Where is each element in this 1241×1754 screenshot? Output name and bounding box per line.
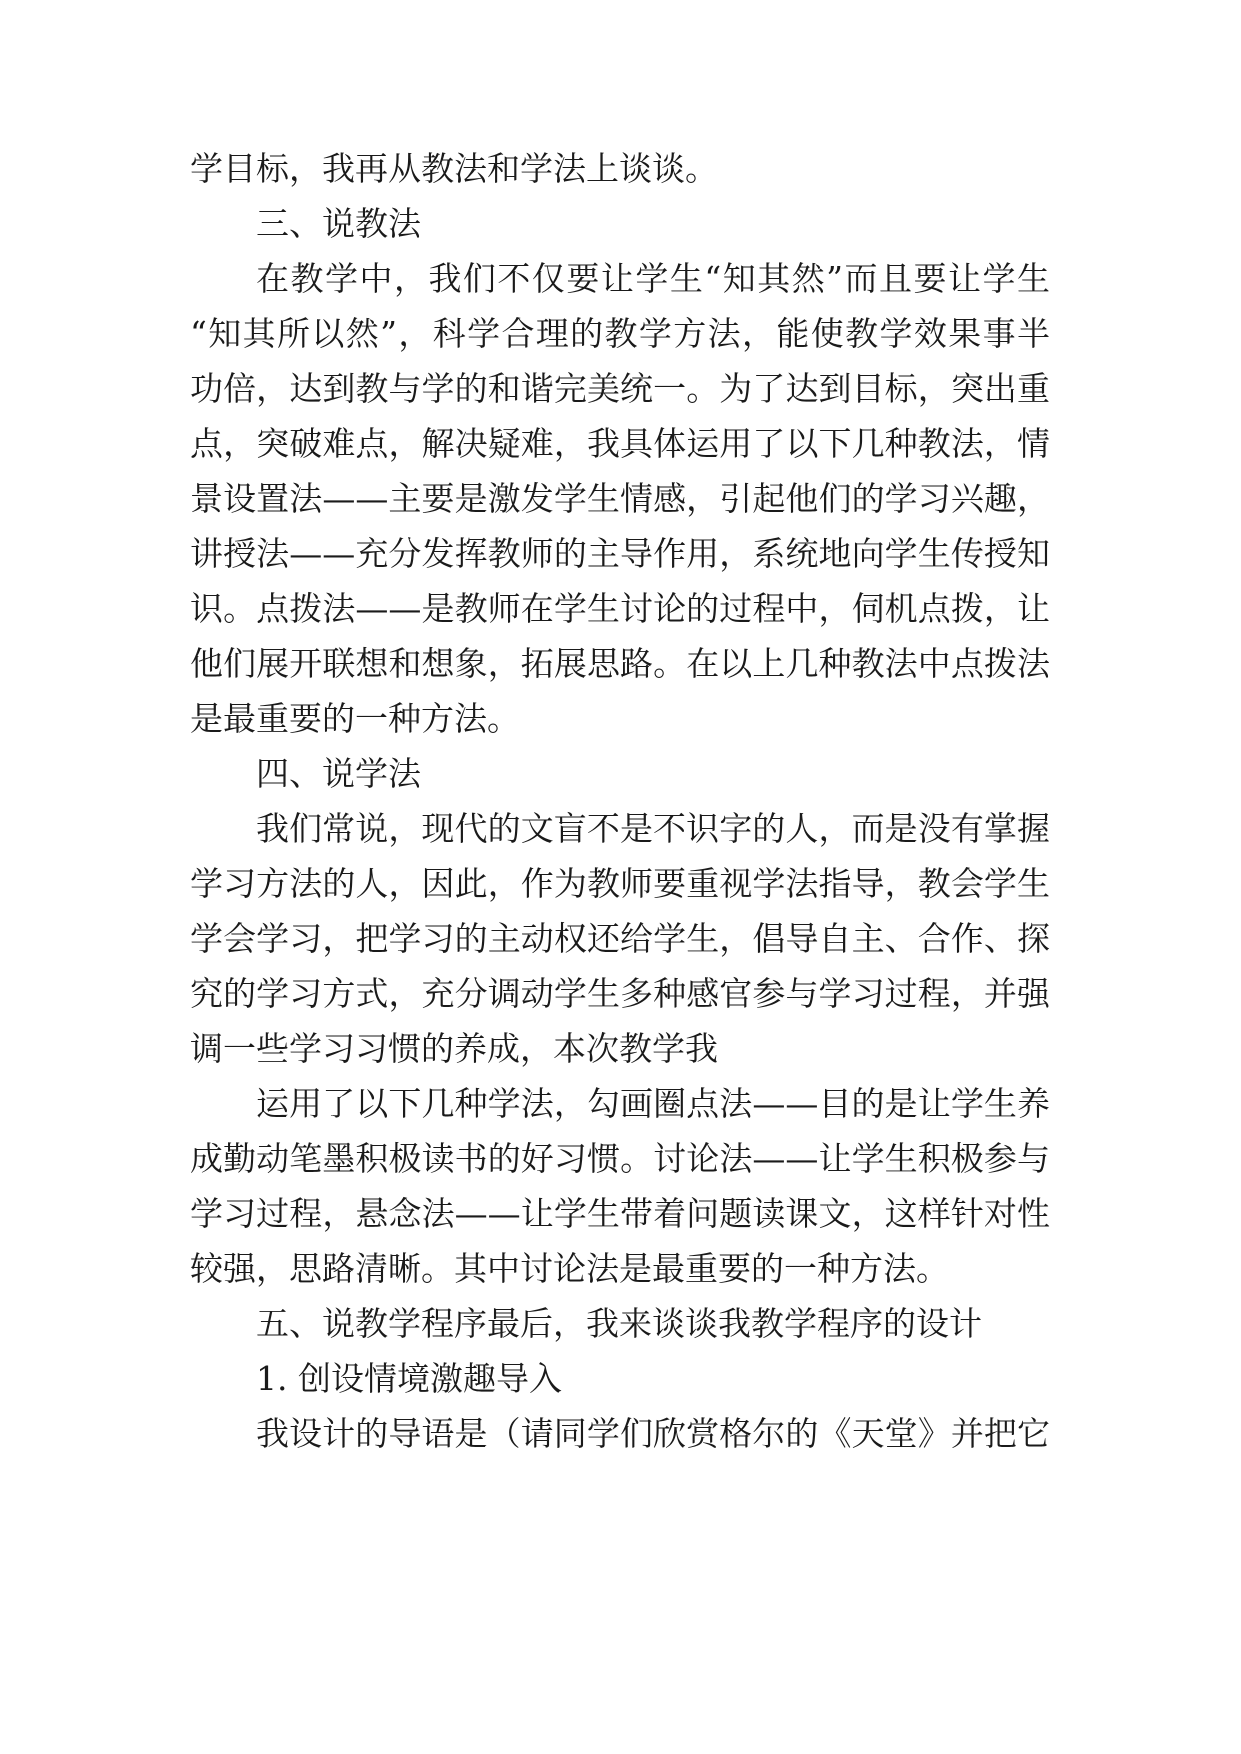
text-line: 他们展开联想和想象，拓展思路。在以上几种教法中点拨法: [190, 644, 1050, 683]
text-line: 较强，思路清晰。其中讨论法是最重要的一种方法。: [190, 1249, 949, 1288]
text-line: 运用了以下几种学法，勾画圈点法——目的是让学生养: [256, 1084, 1050, 1123]
text-line: 是最重要的一种方法。: [190, 699, 520, 738]
text-line: 我设计的导语是（请同学们欣赏格尔的《天堂》并把它: [256, 1414, 1050, 1453]
text-line: 学习方法的人，因此，作为教师要重视学法指导，教会学生: [190, 864, 1050, 903]
text-line: 究的学习方式，充分调动学生多种感官参与学习过程，并强: [190, 974, 1050, 1013]
text-line: 我们常说，现代的文盲不是不识字的人，而是没有掌握: [256, 809, 1050, 848]
text-line: 功倍，达到教与学的和谐完美统一。为了达到目标，突出重: [190, 369, 1050, 408]
subsection-heading: 1. 创设情境激趣导入: [256, 1359, 562, 1398]
section-heading: 三、说教法: [256, 204, 421, 243]
text-line: 调一些学习习惯的养成，本次教学我: [190, 1029, 718, 1068]
text-line: 景设置法——主要是激发学生情感，引起他们的学习兴趣，: [190, 479, 1050, 518]
text-line: 在教学中，我们不仅要让学生“知其然”而且要让学生: [256, 259, 1050, 298]
text-line: 点，突破难点，解决疑难，我具体运用了以下几种教法，情: [190, 424, 1050, 463]
text-line: 讲授法——充分发挥教师的主导作用，系统地向学生传授知: [190, 534, 1050, 573]
section-heading: 四、说学法: [256, 754, 421, 793]
text-line: 学会学习，把学习的主动权还给学生，倡导自主、合作、探: [190, 919, 1050, 958]
text-line: 成勤动笔墨积极读书的好习惯。讨论法——让学生积极参与: [190, 1139, 1050, 1178]
section-heading: 五、说教学程序最后，我来谈谈我教学程序的设计: [256, 1304, 982, 1343]
text-line: 学习过程，悬念法——让学生带着问题读课文，这样针对性: [190, 1194, 1050, 1233]
text-line: 识。点拨法——是教师在学生讨论的过程中，伺机点拨，让: [190, 589, 1050, 628]
text-line: 学目标，我再从教法和学法上谈谈。: [190, 149, 718, 188]
text-line: “知其所以然”，科学合理的教学方法，能使教学效果事半: [190, 314, 1050, 353]
